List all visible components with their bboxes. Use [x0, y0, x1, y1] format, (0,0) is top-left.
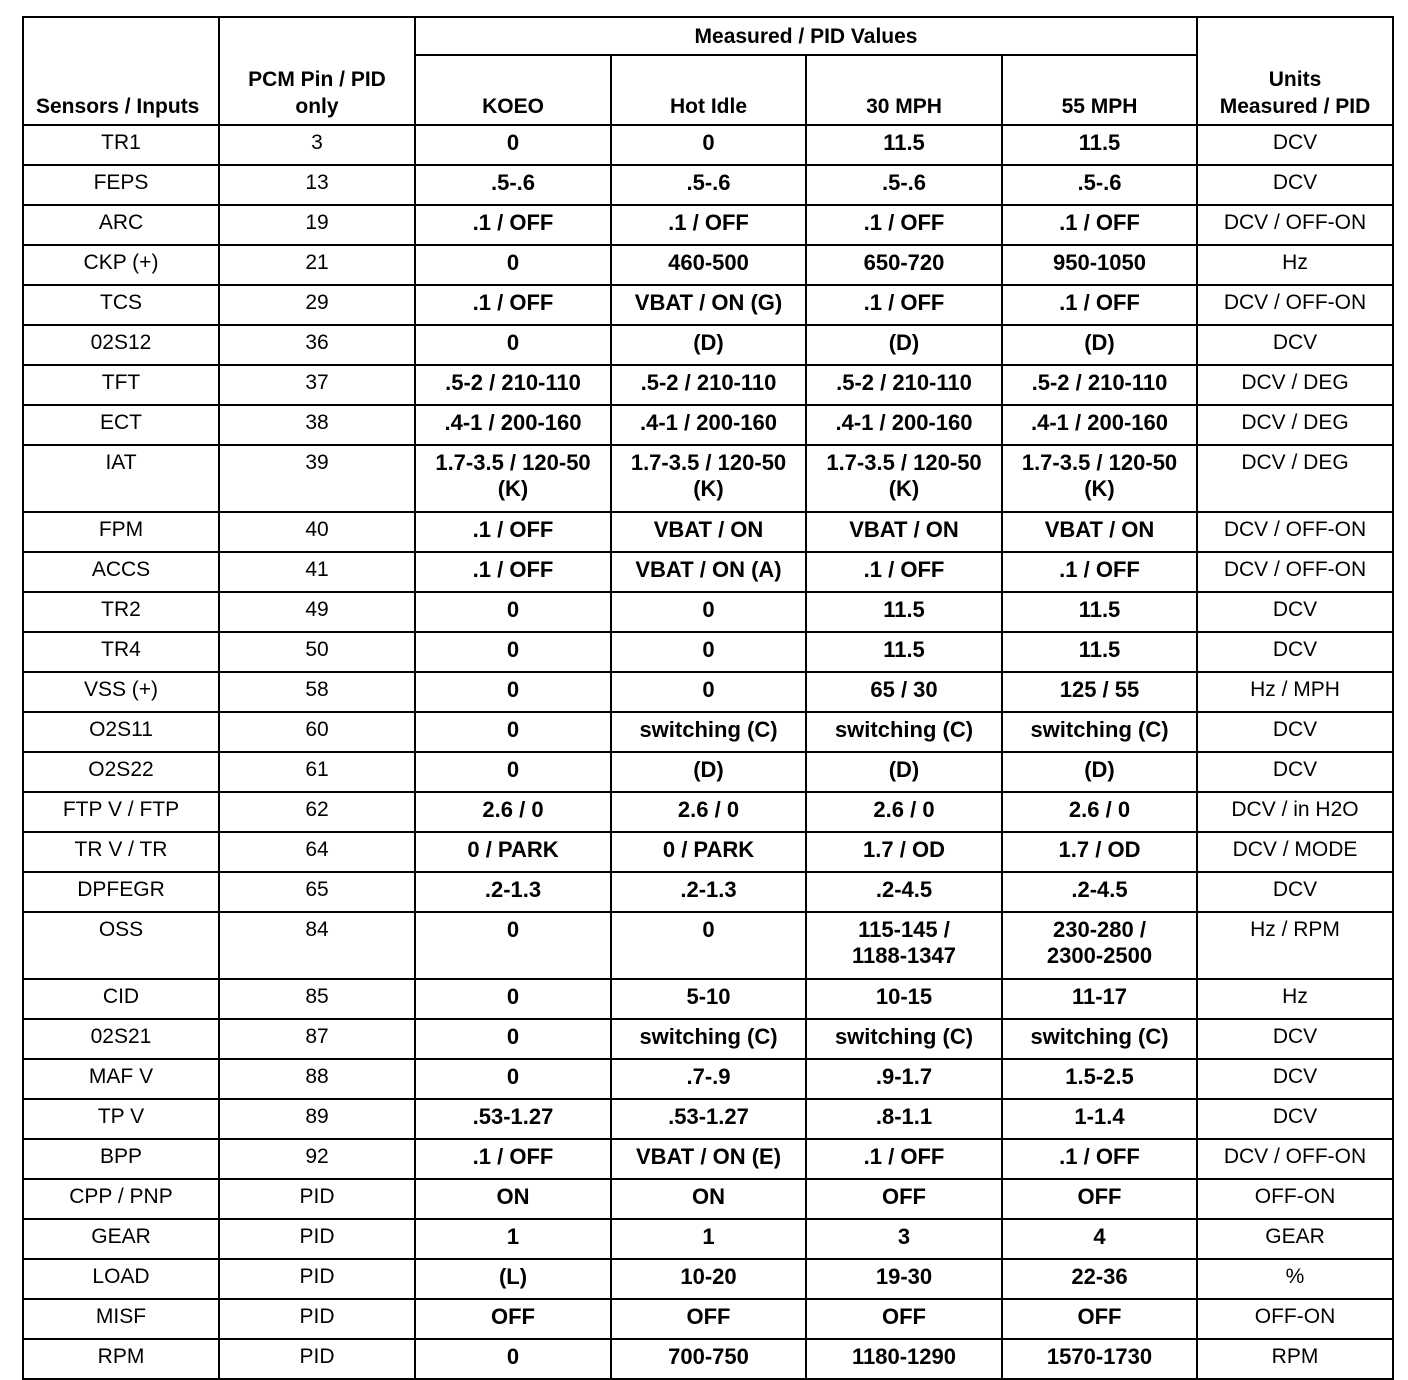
cell-units: DCV: [1197, 1019, 1393, 1059]
header-measured-group: Measured / PID Values: [415, 17, 1197, 55]
table-row: [23, 245, 1393, 285]
cell-55-mph: .4-1 / 200-160: [1002, 405, 1197, 445]
cell-pin: 29: [219, 285, 415, 325]
reference-values-sheet: [22, 16, 1392, 1380]
cell-hot-idle: 2.6 / 0: [611, 792, 806, 832]
cell-units: DCV / DEG: [1197, 445, 1393, 512]
cell-pin: 39: [219, 445, 415, 512]
cell-hot-idle: 10-20: [611, 1259, 806, 1299]
cell-units: DCV / in H2O: [1197, 792, 1393, 832]
cell-55-mph: 1.7-3.5 / 120-50 (K): [1002, 445, 1197, 512]
header-hot-idle: Hot Idle: [611, 55, 806, 125]
cell-30-mph: switching (C): [806, 1019, 1002, 1059]
cell-hot-idle: (D): [611, 752, 806, 792]
cell-pin: 37: [219, 365, 415, 405]
cell-sensor: LOAD: [23, 1259, 219, 1299]
cell-units: DCV / DEG: [1197, 405, 1393, 445]
cell-koeo: .5-2 / 210-110: [415, 365, 611, 405]
cell-hot-idle: .4-1 / 200-160: [611, 405, 806, 445]
table-row: [23, 1099, 1393, 1139]
table-row: [23, 792, 1393, 832]
cell-units: DCV / MODE: [1197, 832, 1393, 872]
cell-units: OFF-ON: [1197, 1299, 1393, 1339]
cell-pin: PID: [219, 1259, 415, 1299]
cell-sensor: MISF: [23, 1299, 219, 1339]
cell-sensor: TR2: [23, 592, 219, 632]
cell-koeo: (L): [415, 1259, 611, 1299]
cell-hot-idle: 700-750: [611, 1339, 806, 1379]
cell-koeo: .1 / OFF: [415, 285, 611, 325]
cell-sensor: TFT: [23, 365, 219, 405]
cell-sensor: TR V / TR: [23, 832, 219, 872]
cell-sensor: BPP: [23, 1139, 219, 1179]
header-koeo: KOEO: [415, 55, 611, 125]
cell-pin: 38: [219, 405, 415, 445]
cell-koeo: 0: [415, 632, 611, 672]
cell-koeo: 0: [415, 325, 611, 365]
cell-30-mph: VBAT / ON: [806, 512, 1002, 552]
cell-units: DCV / OFF-ON: [1197, 285, 1393, 325]
cell-pin: 64: [219, 832, 415, 872]
cell-hot-idle: .5-.6: [611, 165, 806, 205]
cell-30-mph: 11.5: [806, 632, 1002, 672]
cell-koeo: 0: [415, 912, 611, 979]
cell-30-mph: .1 / OFF: [806, 205, 1002, 245]
cell-pin: 60: [219, 712, 415, 752]
reference-values-table: [22, 16, 1394, 1380]
cell-55-mph: .5-.6: [1002, 165, 1197, 205]
table-row: [23, 592, 1393, 632]
cell-koeo: OFF: [415, 1299, 611, 1339]
cell-hot-idle: 1.7-3.5 / 120-50 (K): [611, 445, 806, 512]
cell-30-mph: .5-2 / 210-110: [806, 365, 1002, 405]
cell-pin: 50: [219, 632, 415, 672]
cell-30-mph: 1180-1290: [806, 1339, 1002, 1379]
cell-hot-idle: switching (C): [611, 1019, 806, 1059]
cell-pin: 19: [219, 205, 415, 245]
cell-pin: 87: [219, 1019, 415, 1059]
header-55-mph: 55 MPH: [1002, 55, 1197, 125]
cell-30-mph: switching (C): [806, 712, 1002, 752]
cell-pin: 84: [219, 912, 415, 979]
cell-sensor: VSS (+): [23, 672, 219, 712]
cell-koeo: 0 / PARK: [415, 832, 611, 872]
table-row: [23, 325, 1393, 365]
table-row: [23, 205, 1393, 245]
cell-koeo: 1: [415, 1219, 611, 1259]
cell-units: DCV: [1197, 165, 1393, 205]
cell-koeo: 0: [415, 245, 611, 285]
cell-30-mph: .1 / OFF: [806, 552, 1002, 592]
cell-30-mph: .9-1.7: [806, 1059, 1002, 1099]
cell-hot-idle: switching (C): [611, 712, 806, 752]
cell-units: DCV: [1197, 125, 1393, 165]
cell-sensor: DPFEGR: [23, 872, 219, 912]
table-row: [23, 1139, 1393, 1179]
cell-30-mph: .8-1.1: [806, 1099, 1002, 1139]
cell-pin: 3: [219, 125, 415, 165]
cell-sensor: 02S21: [23, 1019, 219, 1059]
cell-hot-idle: 0 / PARK: [611, 832, 806, 872]
cell-55-mph: switching (C): [1002, 1019, 1197, 1059]
cell-units: DCV: [1197, 325, 1393, 365]
table-row: [23, 445, 1393, 512]
cell-sensor: CID: [23, 979, 219, 1019]
cell-pin: 13: [219, 165, 415, 205]
cell-sensor: FTP V / FTP: [23, 792, 219, 832]
table-row: [23, 405, 1393, 445]
cell-hot-idle: 0: [611, 912, 806, 979]
header-30-mph: 30 MPH: [806, 55, 1002, 125]
cell-sensor: O2S11: [23, 712, 219, 752]
cell-koeo: 1.7-3.5 / 120-50 (K): [415, 445, 611, 512]
cell-55-mph: 1570-1730: [1002, 1339, 1197, 1379]
cell-55-mph: 11.5: [1002, 632, 1197, 672]
cell-hot-idle: (D): [611, 325, 806, 365]
cell-55-mph: .1 / OFF: [1002, 285, 1197, 325]
table-row: [23, 1059, 1393, 1099]
cell-pin: PID: [219, 1339, 415, 1379]
cell-units: %: [1197, 1259, 1393, 1299]
cell-units: DCV: [1197, 1059, 1393, 1099]
cell-hot-idle: VBAT / ON (E): [611, 1139, 806, 1179]
cell-sensor: MAF V: [23, 1059, 219, 1099]
cell-pin: 61: [219, 752, 415, 792]
cell-units: DCV: [1197, 1099, 1393, 1139]
cell-30-mph: 2.6 / 0: [806, 792, 1002, 832]
cell-sensor: ECT: [23, 405, 219, 445]
cell-sensor: ACCS: [23, 552, 219, 592]
cell-pin: 21: [219, 245, 415, 285]
cell-hot-idle: VBAT / ON (A): [611, 552, 806, 592]
cell-pin: 40: [219, 512, 415, 552]
cell-30-mph: 3: [806, 1219, 1002, 1259]
cell-koeo: ON: [415, 1179, 611, 1219]
table-row: [23, 552, 1393, 592]
cell-30-mph: .1 / OFF: [806, 1139, 1002, 1179]
table-row: [23, 979, 1393, 1019]
cell-hot-idle: 5-10: [611, 979, 806, 1019]
table-row: [23, 125, 1393, 165]
cell-55-mph: 11.5: [1002, 592, 1197, 632]
cell-55-mph: (D): [1002, 325, 1197, 365]
table-row: [23, 1019, 1393, 1059]
cell-55-mph: OFF: [1002, 1299, 1197, 1339]
cell-koeo: 0: [415, 592, 611, 632]
table-row: [23, 872, 1393, 912]
cell-sensor: IAT: [23, 445, 219, 512]
cell-55-mph: 1.5-2.5: [1002, 1059, 1197, 1099]
cell-pin: PID: [219, 1219, 415, 1259]
cell-30-mph: 19-30: [806, 1259, 1002, 1299]
cell-sensor: CPP / PNP: [23, 1179, 219, 1219]
cell-units: GEAR: [1197, 1219, 1393, 1259]
table-row: [23, 752, 1393, 792]
cell-55-mph: 950-1050: [1002, 245, 1197, 285]
cell-30-mph: 11.5: [806, 125, 1002, 165]
cell-sensor: TCS: [23, 285, 219, 325]
cell-30-mph: (D): [806, 752, 1002, 792]
cell-sensor: FPM: [23, 512, 219, 552]
cell-55-mph: (D): [1002, 752, 1197, 792]
cell-55-mph: 11-17: [1002, 979, 1197, 1019]
table-row: [23, 365, 1393, 405]
table-row: [23, 1339, 1393, 1379]
cell-hot-idle: VBAT / ON: [611, 512, 806, 552]
cell-sensor: CKP (+): [23, 245, 219, 285]
cell-units: OFF-ON: [1197, 1179, 1393, 1219]
cell-hot-idle: .5-2 / 210-110: [611, 365, 806, 405]
cell-koeo: .1 / OFF: [415, 512, 611, 552]
table-body: [23, 125, 1393, 1379]
cell-units: DCV: [1197, 712, 1393, 752]
cell-hot-idle: 1: [611, 1219, 806, 1259]
cell-koeo: .53-1.27: [415, 1099, 611, 1139]
cell-30-mph: (D): [806, 325, 1002, 365]
table-row: [23, 165, 1393, 205]
cell-pin: 88: [219, 1059, 415, 1099]
cell-55-mph: 1-1.4: [1002, 1099, 1197, 1139]
cell-sensor: O2S22: [23, 752, 219, 792]
cell-pin: 49: [219, 592, 415, 632]
table-row: [23, 912, 1393, 979]
cell-55-mph: VBAT / ON: [1002, 512, 1197, 552]
cell-koeo: .1 / OFF: [415, 552, 611, 592]
cell-55-mph: 22-36: [1002, 1259, 1197, 1299]
cell-55-mph: 230-280 / 2300-2500: [1002, 912, 1197, 979]
cell-55-mph: .5-2 / 210-110: [1002, 365, 1197, 405]
cell-55-mph: .2-4.5: [1002, 872, 1197, 912]
cell-units: DCV: [1197, 592, 1393, 632]
cell-sensor: TR1: [23, 125, 219, 165]
cell-units: Hz / MPH: [1197, 672, 1393, 712]
table-row: [23, 1219, 1393, 1259]
cell-hot-idle: 0: [611, 592, 806, 632]
cell-koeo: 0: [415, 712, 611, 752]
cell-30-mph: 650-720: [806, 245, 1002, 285]
cell-koeo: 0: [415, 1019, 611, 1059]
cell-30-mph: .1 / OFF: [806, 285, 1002, 325]
cell-sensor: TR4: [23, 632, 219, 672]
cell-30-mph: 1.7-3.5 / 120-50 (K): [806, 445, 1002, 512]
header-pin: PCM Pin / PID only: [219, 17, 415, 125]
cell-55-mph: 1.7 / OD: [1002, 832, 1197, 872]
cell-units: Hz: [1197, 245, 1393, 285]
cell-units: DCV: [1197, 752, 1393, 792]
table-row: [23, 832, 1393, 872]
table-row: [23, 712, 1393, 752]
cell-hot-idle: .1 / OFF: [611, 205, 806, 245]
cell-sensor: FEPS: [23, 165, 219, 205]
cell-30-mph: OFF: [806, 1179, 1002, 1219]
cell-pin: 41: [219, 552, 415, 592]
header-units: Units Measured / PID: [1197, 17, 1393, 125]
cell-pin: 89: [219, 1099, 415, 1139]
table-row: [23, 285, 1393, 325]
cell-koeo: 0: [415, 1339, 611, 1379]
cell-55-mph: .1 / OFF: [1002, 552, 1197, 592]
cell-pin: 65: [219, 872, 415, 912]
cell-koeo: 0: [415, 672, 611, 712]
cell-koeo: .1 / OFF: [415, 1139, 611, 1179]
cell-units: DCV / OFF-ON: [1197, 552, 1393, 592]
cell-55-mph: 125 / 55: [1002, 672, 1197, 712]
table-row: [23, 512, 1393, 552]
cell-30-mph: 65 / 30: [806, 672, 1002, 712]
cell-pin: 58: [219, 672, 415, 712]
cell-sensor: 02S12: [23, 325, 219, 365]
cell-units: DCV: [1197, 632, 1393, 672]
cell-koeo: .2-1.3: [415, 872, 611, 912]
cell-sensor: OSS: [23, 912, 219, 979]
cell-30-mph: .2-4.5: [806, 872, 1002, 912]
cell-hot-idle: VBAT / ON (G): [611, 285, 806, 325]
cell-30-mph: 10-15: [806, 979, 1002, 1019]
cell-30-mph: 115-145 / 1188-1347: [806, 912, 1002, 979]
cell-55-mph: 11.5: [1002, 125, 1197, 165]
cell-55-mph: switching (C): [1002, 712, 1197, 752]
table-row: [23, 1179, 1393, 1219]
cell-koeo: 0: [415, 125, 611, 165]
cell-pin: 85: [219, 979, 415, 1019]
cell-units: DCV / DEG: [1197, 365, 1393, 405]
cell-pin: 92: [219, 1139, 415, 1179]
cell-pin: 62: [219, 792, 415, 832]
cell-sensor: RPM: [23, 1339, 219, 1379]
cell-koeo: 0: [415, 979, 611, 1019]
cell-hot-idle: .53-1.27: [611, 1099, 806, 1139]
cell-55-mph: OFF: [1002, 1179, 1197, 1219]
cell-hot-idle: .7-.9: [611, 1059, 806, 1099]
cell-units: DCV / OFF-ON: [1197, 512, 1393, 552]
cell-hot-idle: 460-500: [611, 245, 806, 285]
cell-pin: PID: [219, 1179, 415, 1219]
cell-hot-idle: 0: [611, 125, 806, 165]
cell-koeo: .1 / OFF: [415, 205, 611, 245]
cell-hot-idle: OFF: [611, 1299, 806, 1339]
cell-koeo: .4-1 / 200-160: [415, 405, 611, 445]
cell-hot-idle: 0: [611, 672, 806, 712]
cell-koeo: 2.6 / 0: [415, 792, 611, 832]
cell-30-mph: .5-.6: [806, 165, 1002, 205]
cell-55-mph: .1 / OFF: [1002, 1139, 1197, 1179]
cell-sensor: TP V: [23, 1099, 219, 1139]
cell-koeo: 0: [415, 752, 611, 792]
table-header: [23, 17, 1393, 125]
cell-30-mph: 1.7 / OD: [806, 832, 1002, 872]
cell-units: Hz / RPM: [1197, 912, 1393, 979]
table-row: [23, 672, 1393, 712]
cell-hot-idle: ON: [611, 1179, 806, 1219]
header-sensors: Sensors / Inputs: [23, 17, 219, 125]
cell-units: DCV: [1197, 872, 1393, 912]
cell-units: DCV / OFF-ON: [1197, 205, 1393, 245]
cell-30-mph: OFF: [806, 1299, 1002, 1339]
table-row: [23, 1299, 1393, 1339]
cell-sensor: ARC: [23, 205, 219, 245]
cell-55-mph: .1 / OFF: [1002, 205, 1197, 245]
cell-sensor: GEAR: [23, 1219, 219, 1259]
cell-55-mph: 2.6 / 0: [1002, 792, 1197, 832]
cell-pin: 36: [219, 325, 415, 365]
cell-koeo: .5-.6: [415, 165, 611, 205]
cell-30-mph: .4-1 / 200-160: [806, 405, 1002, 445]
cell-units: DCV / OFF-ON: [1197, 1139, 1393, 1179]
cell-55-mph: 4: [1002, 1219, 1197, 1259]
cell-30-mph: 11.5: [806, 592, 1002, 632]
cell-hot-idle: .2-1.3: [611, 872, 806, 912]
table-row: [23, 1259, 1393, 1299]
cell-koeo: 0: [415, 1059, 611, 1099]
cell-pin: PID: [219, 1299, 415, 1339]
cell-units: Hz: [1197, 979, 1393, 1019]
cell-hot-idle: 0: [611, 632, 806, 672]
table-row: [23, 632, 1393, 672]
cell-units: RPM: [1197, 1339, 1393, 1379]
